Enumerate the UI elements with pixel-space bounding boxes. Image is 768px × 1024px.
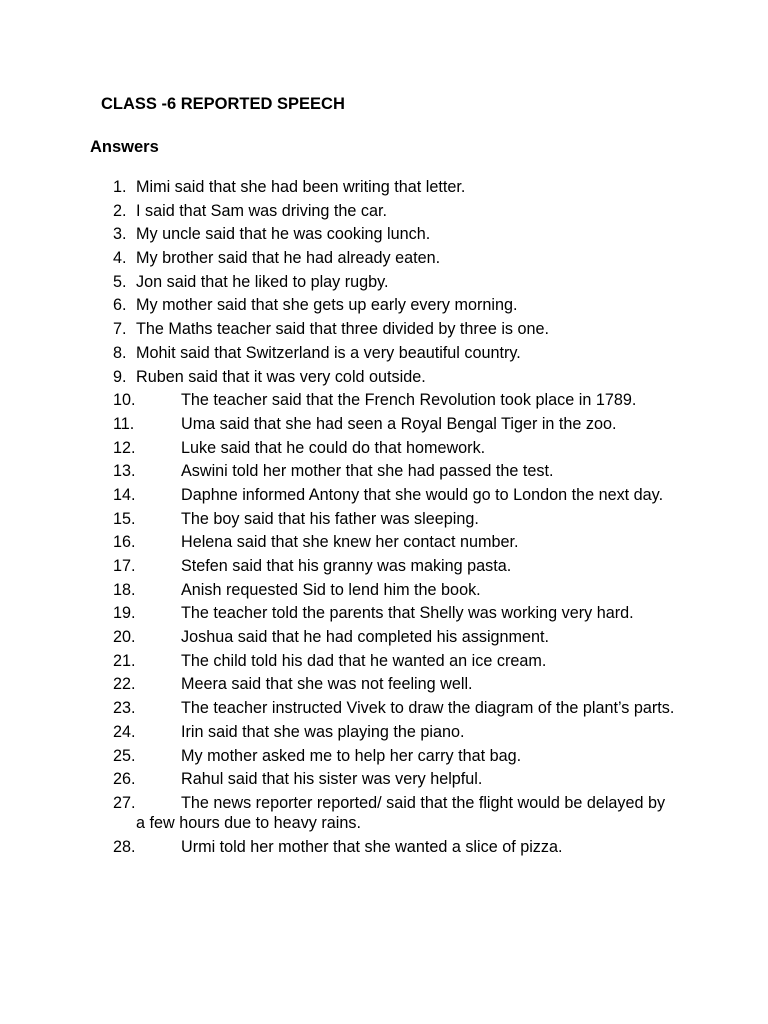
answer-text: Aswini told her mother that she had passed the test. — [181, 462, 554, 481]
answer-item — [0, 390, 768, 411]
answer-item — [0, 367, 768, 388]
answer-item — [0, 837, 768, 858]
answer-item — [0, 698, 768, 719]
answer-text: The child told his dad that he wanted an ice cream. — [181, 651, 547, 670]
answer-text: Helena said that she knew her contact number. — [181, 533, 519, 552]
answer-item — [0, 485, 768, 506]
answer-text: Stefen said that his granny was making pasta. — [181, 557, 512, 575]
answer-item — [0, 295, 768, 316]
answer-item — [0, 722, 768, 743]
answer-text: Meera said that she was not feeling well. — [181, 675, 473, 694]
answer-text: Irin said that she was playing the piano. — [181, 722, 465, 741]
answer-item — [0, 746, 768, 767]
answer-item — [0, 509, 768, 530]
answer-text: The Maths teacher said that three divided by three is one. — [136, 320, 550, 339]
answer-number: 9. — [113, 367, 127, 386]
answer-number: 6. — [113, 296, 127, 315]
answer-number: 1. — [113, 178, 127, 196]
answer-number: 26. — [113, 770, 136, 789]
answer-number: 13. — [113, 462, 136, 481]
answer-number: 22. — [113, 675, 136, 694]
answer-number: 28. — [113, 838, 136, 857]
page-title: CLASS -6 REPORTED SPEECH — [101, 95, 345, 113]
answer-number: 17. — [113, 557, 136, 575]
answer-item — [0, 224, 768, 245]
answer-number: 2. — [113, 201, 127, 220]
answer-text: Urmi told her mother that she wanted a slice of pizza. — [181, 838, 563, 857]
answer-text: Rahul said that his sister was very helpful. — [181, 770, 483, 789]
answer-number: 14. — [113, 485, 136, 504]
answer-text: The teacher said that the French Revolution took place in 1789. — [181, 391, 637, 410]
answer-number: 10. — [113, 391, 136, 410]
answer-number: 16. — [113, 533, 136, 552]
answer-text: Luke said that he could do that homework. — [181, 438, 486, 457]
answer-item — [0, 177, 768, 198]
answer-text: My brother said that he had already eaten. — [136, 249, 441, 268]
answer-text: My mother said that she gets up early every morning. — [136, 296, 518, 315]
answer-item — [0, 343, 768, 364]
answer-number: 21. — [113, 651, 136, 670]
answer-number: 27. — [113, 793, 136, 812]
answer-text: The teacher instructed Vivek to draw the diagram of the plant’s parts. — [181, 699, 675, 718]
answer-number: 3. — [113, 225, 127, 244]
section-heading: Answers — [90, 138, 159, 156]
answer-item — [0, 414, 768, 435]
answer-text: The teacher told the parents that Shelly was working very hard. — [181, 604, 634, 623]
answer-number: 5. — [113, 272, 127, 291]
answer-item — [0, 580, 768, 601]
answer-number: 8. — [113, 343, 127, 362]
answer-text: I said that Sam was driving the car. — [136, 201, 388, 220]
answer-number: 20. — [113, 628, 136, 647]
answer-item — [0, 248, 768, 269]
answer-number: 11. — [113, 414, 135, 433]
answer-number: 12. — [113, 438, 136, 457]
answer-item — [0, 603, 768, 624]
answer-item — [0, 272, 768, 293]
answer-item — [0, 319, 768, 340]
answer-item — [0, 461, 768, 482]
answer-item — [0, 769, 768, 790]
answer-text: Joshua said that he had completed his assignment. — [181, 628, 550, 647]
answer-number: 7. — [113, 320, 127, 339]
answer-list — [0, 177, 768, 861]
answer-item — [0, 438, 768, 459]
answer-number: 23. — [113, 699, 136, 718]
answer-text: Daphne informed Antony that she would go to London the next day. — [181, 485, 664, 504]
answer-item — [0, 793, 768, 834]
answer-text: The boy said that his father was sleeping. — [181, 509, 479, 528]
answer-number: 4. — [113, 249, 127, 268]
answer-text: Mimi said that she had been writing that letter. — [136, 178, 466, 196]
answer-text: The news reporter reported/ said that the flight would be delayed by a few hours due to heavy rains. — [136, 793, 666, 833]
answer-text: My mother asked me to help her carry that bag. — [181, 746, 522, 765]
answer-text: Anish requested Sid to lend him the book. — [181, 580, 481, 599]
answer-text: Mohit said that Switzerland is a very beautiful country. — [136, 343, 521, 362]
answer-text: Jon said that he liked to play rugby. — [136, 272, 389, 291]
answer-text: Uma said that she had seen a Royal Bengal Tiger in the zoo. — [181, 414, 617, 433]
answer-item — [0, 556, 768, 577]
answer-item — [0, 627, 768, 648]
answer-number: 18. — [113, 580, 136, 599]
answer-item — [0, 651, 768, 672]
answer-number: 19. — [113, 604, 136, 623]
answer-number: 15. — [113, 509, 136, 528]
answer-item — [0, 532, 768, 553]
answer-number: 24. — [113, 722, 136, 741]
answer-text: Ruben said that it was very cold outside. — [136, 367, 426, 386]
answer-item — [0, 674, 768, 695]
answer-number: 25. — [113, 746, 136, 765]
answer-item — [0, 201, 768, 222]
answer-text: My uncle said that he was cooking lunch. — [136, 225, 431, 244]
